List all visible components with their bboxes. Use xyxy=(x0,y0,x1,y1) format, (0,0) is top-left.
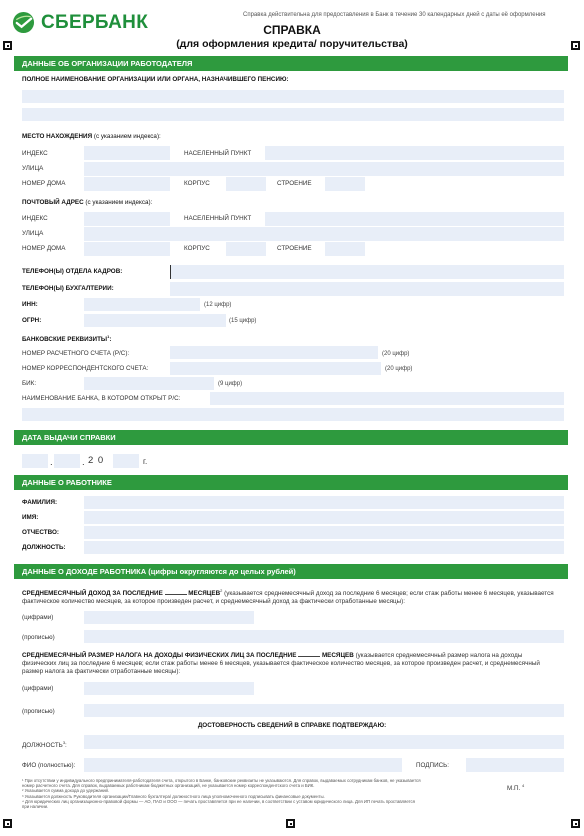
tax-description: СРЕДНЕМЕСЯЧНЫЙ РАЗМЕР НАЛОГА НА ДОХОДЫ ФИЗИЧЕСКИХ ЛИЦ ЗА ПОСЛЕДНИЕ МЕСЯЦЕВ (указывается среднемесячный размер налога на доходы физических лиц за последние 6 месяцев; если стаж работы менее 6 месяцев, указывается фактическое количество месяцев, за которое произведен расчет, и среднемесячный размер налога за фактически отработанные месяцы): xyxy=(22,652,540,675)
location-index-field[interactable] xyxy=(84,146,170,160)
postal-street-label: УЛИЦА xyxy=(22,230,44,237)
validity-note: Справка действительна для предоставления в Банк в течение 30 календарных дней с даты её оформления xyxy=(243,12,546,18)
tax-digits-field[interactable] xyxy=(84,682,254,695)
postal-house-field[interactable] xyxy=(84,242,170,256)
tax-digits-label: (цифрами) xyxy=(22,685,54,692)
postal-house-label: НОМЕР ДОМА xyxy=(22,245,66,252)
date-month-field[interactable] xyxy=(54,454,80,468)
postal-index-label: ИНДЕКС xyxy=(22,215,48,222)
postal-label: ПОЧТОВЫЙ АДРЕС (с указанием индекса): xyxy=(22,199,153,206)
avg-income-words-field[interactable] xyxy=(84,630,564,643)
avg-income-digits-label: (цифрами) xyxy=(22,614,54,621)
ogrn-label: ОГРН: xyxy=(22,317,42,324)
account-number-field[interactable] xyxy=(170,346,378,359)
signer-position-label: ДОЛЖНОСТЬ$^3$: xyxy=(22,740,67,750)
postal-block-label: КОРПУС xyxy=(184,245,210,252)
bank-name-field-1[interactable] xyxy=(210,392,564,405)
footnotes xyxy=(22,778,422,809)
inn-field[interactable] xyxy=(84,298,200,311)
avg-income-description: СРЕДНЕМЕСЯЧНЫЙ ДОХОД ЗА ПОСЛЕДНИЕ МЕСЯЦЕВ$^2$ (указывается среднемесячный доход за последние 6 месяцев; если стаж работы менее 6 месяцев, указывается фактическое количество месяцев, за которое произведен расчет, и среднемесячный доход за фактически отработанные месяцы): xyxy=(22,588,554,606)
account-number-label: НОМЕР РАСЧЕТНОГО СЧЕТА (Р/С): xyxy=(22,350,130,357)
bik-note: (9 цифр) xyxy=(218,381,243,387)
postal-street-field[interactable] xyxy=(84,227,564,241)
section-income: ДАННЫЕ О ДОХОДЕ РАБОТНИКА (цифры округляются до целых рублей) xyxy=(14,564,568,579)
brand-name: СБЕРБАНК xyxy=(41,12,149,33)
scan-marker xyxy=(3,41,12,50)
scan-marker xyxy=(571,819,580,828)
accounting-phone-label: ТЕЛЕФОН(Ы) БУХГАЛТЕРИИ: xyxy=(22,285,114,292)
postal-index-field[interactable] xyxy=(84,212,170,226)
postal-block-field[interactable] xyxy=(226,242,266,256)
signer-full-name-field[interactable] xyxy=(84,758,402,772)
location-building-field[interactable] xyxy=(325,177,365,191)
postal-settlement-field[interactable] xyxy=(265,212,564,226)
name-label: ИМЯ: xyxy=(22,514,39,521)
document-subtitle: (для оформления кредита/ поручительства) xyxy=(176,38,408,50)
location-label: МЕСТО НАХОЖДЕНИЯ (с указанием индекса): xyxy=(22,133,161,140)
position-label: ДОЛЖНОСТЬ: xyxy=(22,544,66,551)
location-block-label: КОРПУС xyxy=(184,180,210,187)
location-settlement-label: НАСЕЛЕННЫЙ ПУНКТ xyxy=(184,150,252,157)
org-full-name-field-2[interactable] xyxy=(22,108,564,121)
tax-words-label: (прописью) xyxy=(22,708,55,715)
location-house-label: НОМЕР ДОМА xyxy=(22,180,66,187)
org-full-name-label: ПОЛНОЕ НАИМЕНОВАНИЕ ОРГАНИЗАЦИИ ИЛИ ОРГАНА, НАЗНАЧИВШЕГО ПЕНСИЮ: xyxy=(22,76,289,83)
patronymic-field[interactable] xyxy=(84,526,564,539)
inn-label: ИНН: xyxy=(22,301,38,308)
position-field[interactable] xyxy=(84,541,564,554)
date-separator: . xyxy=(50,457,53,468)
date-year-field[interactable] xyxy=(113,454,139,468)
section-employee: ДАННЫЕ О РАБОТНИКЕ xyxy=(14,475,568,490)
date-separator: . xyxy=(82,457,85,468)
signer-position-field[interactable] xyxy=(84,735,564,749)
location-settlement-field[interactable] xyxy=(265,146,564,160)
postal-building-label: СТРОЕНИЕ xyxy=(277,245,312,252)
document-title: СПРАВКА xyxy=(263,23,321,37)
surname-label: ФАМИЛИЯ: xyxy=(22,499,58,506)
hr-phone-field[interactable] xyxy=(170,265,564,279)
date-year-prefix: 2 0 xyxy=(88,455,105,466)
ogrn-field[interactable] xyxy=(84,314,226,327)
signature-field[interactable] xyxy=(466,758,564,772)
stamp-label: М.П. $^4$ xyxy=(507,783,525,793)
location-street-label: УЛИЦА xyxy=(22,165,44,172)
scan-marker xyxy=(3,819,12,828)
footnote: ¹ При отсутствии у индивидуального предпринимателя-работодателя счета, открытого в Банке, банковские реквизиты не указываются. Для справок, выдаваемых сотрудникам банков, не указывается номер расчетного счета. Для справок, выдаваемых работникам бюджетных организаций, не указывается номер корреспондентского счета и БИК. xyxy=(22,778,421,789)
hr-phone-label: ТЕЛЕФОН(Ы) ОТДЕЛА КАДРОВ: xyxy=(22,268,123,275)
footnote: ⁴ Для юридических лиц организационно-правовой формы — АО, ПАО и ООО — печать проставляется при ее наличии, в соответствии с уставом юридического лица. Для ИП печать проставляется при наличии. xyxy=(22,798,416,810)
org-full-name-field-1[interactable] xyxy=(22,90,564,103)
location-building-label: СТРОЕНИЕ xyxy=(277,180,312,187)
corr-account-field[interactable] xyxy=(170,362,381,375)
patronymic-label: ОТЧЕСТВО: xyxy=(22,529,59,536)
section-employer: ДАННЫЕ ОБ ОРГАНИЗАЦИИ РАБОТОДАТЕЛЯ xyxy=(14,56,568,71)
postal-settlement-label: НАСЕЛЕННЫЙ ПУНКТ xyxy=(184,215,252,222)
location-street-field[interactable] xyxy=(84,162,564,176)
name-field[interactable] xyxy=(84,511,564,524)
bank-name-field-2[interactable] xyxy=(22,408,564,421)
corr-account-note: (20 цифр) xyxy=(385,366,413,372)
account-number-note: (20 цифр) xyxy=(382,351,410,357)
location-house-field[interactable] xyxy=(84,177,170,191)
bank-details-label: БАНКОВСКИЕ РЕКВИЗИТЫ$^1$: xyxy=(22,334,112,344)
signature-label: ПОДПИСЬ: xyxy=(416,762,450,769)
bik-field[interactable] xyxy=(84,377,214,390)
scan-marker xyxy=(571,41,580,50)
inn-note: (12 цифр) xyxy=(204,302,232,308)
footnote: ³ Указывается должность Руководителя организации/Главного бухгалтера/ должностного лица уполномоченного подписывать финансовые документы. xyxy=(22,793,325,799)
scan-marker xyxy=(286,819,295,828)
bik-label: БИК: xyxy=(22,380,37,387)
avg-income-digits-field[interactable] xyxy=(84,611,254,624)
corr-account-label: НОМЕР КОРРЕСПОНДЕНТСКОГО СЧЕТА: xyxy=(22,365,149,372)
postal-building-field[interactable] xyxy=(325,242,365,256)
surname-field[interactable] xyxy=(84,496,564,509)
accounting-phone-field[interactable] xyxy=(170,282,564,296)
tax-words-field[interactable] xyxy=(84,704,564,717)
date-day-field[interactable] xyxy=(22,454,48,468)
location-block-field[interactable] xyxy=(226,177,266,191)
signer-full-name-label: ФИО (полностью): xyxy=(22,762,76,769)
section-issue-date: ДАТА ВЫДАЧИ СПРАВКИ xyxy=(14,430,568,445)
bank-name-label: НАИМЕНОВАНИЕ БАНКА, В КОТОРОМ ОТКРЫТ Р/С: xyxy=(22,395,181,402)
confirmation-title: ДОСТОВЕРНОСТЬ СВЕДЕНИЙ В СПРАВКЕ ПОДТВЕРЖДАЮ: xyxy=(197,722,387,729)
footnote: ² Указывается сумма дохода до удержаний. xyxy=(22,788,110,794)
avg-income-words-label: (прописью) xyxy=(22,634,55,641)
date-year-suffix: г. xyxy=(143,457,148,466)
location-index-label: ИНДЕКС xyxy=(22,150,48,157)
ogrn-note: (15 цифр) xyxy=(229,318,257,324)
